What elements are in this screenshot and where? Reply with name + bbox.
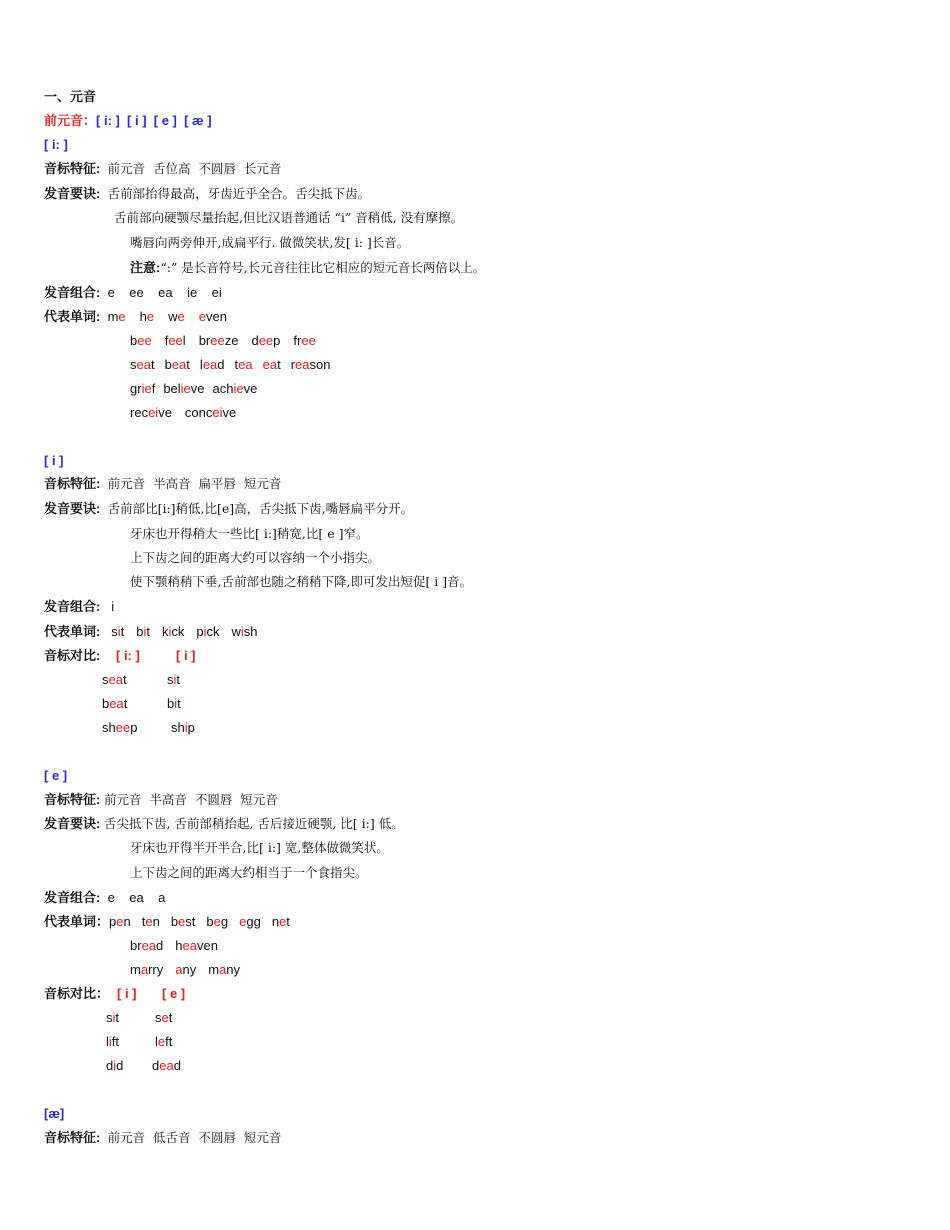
- s1-tip-2: 舌前部向硬颚尽量抬起,但比汉语普通话 “i” 音稍低, 没有摩擦。: [114, 210, 464, 225]
- front-vowels-label: 前元音：: [44, 113, 97, 128]
- word-highlight: ee: [137, 333, 152, 348]
- word-part: ve: [158, 405, 172, 420]
- s2-tip-2: 牙床也开得稍大一些比[ i:]稍宽,比[ e ]窄。: [130, 526, 369, 541]
- word-highlight: ee: [258, 333, 274, 348]
- word-part: br: [130, 938, 142, 953]
- word-highlight: e: [279, 914, 287, 929]
- s1-note-row: [130, 260, 485, 276]
- example-word: [199, 333, 239, 349]
- s2-contrast-a: [ i: ]: [116, 648, 140, 663]
- word-part: l: [106, 1034, 109, 1049]
- s1-tip-3: 嘴唇向两旁伸开,成扁平行. 做微笑状,发[ i: ]长音。: [130, 235, 410, 250]
- example-word: [293, 333, 315, 349]
- example-word: [165, 357, 190, 373]
- s3-tip-1: 舌尖抵下齿, 舌前部稍抬起, 舌后接近硬颚, 比[ i:] 低。: [103, 816, 404, 831]
- word-highlight: e: [178, 914, 186, 929]
- word-part: l: [155, 1034, 158, 1049]
- word-highlight: ea: [159, 1058, 174, 1073]
- example-word: [196, 624, 219, 640]
- word-part: s: [155, 1010, 162, 1025]
- word-highlight: a: [175, 962, 183, 977]
- words-label: 代表单词:: [44, 309, 101, 324]
- word-part: d: [116, 1058, 124, 1073]
- word-part: t: [123, 696, 128, 711]
- s1-combos: e ee ea ie ei: [107, 285, 222, 300]
- word-part: p: [187, 720, 195, 735]
- example-word: [185, 405, 236, 421]
- word-part: conc: [184, 405, 213, 420]
- features-label: 音标特征:: [44, 1130, 101, 1145]
- word-highlight: ie: [233, 381, 244, 396]
- word-highlight: i: [113, 1058, 117, 1073]
- word-row: [108, 309, 227, 324]
- example-word: [167, 672, 180, 688]
- s3-features-row: [44, 792, 278, 808]
- word-part: ven: [196, 938, 218, 953]
- word-part: f: [164, 333, 169, 348]
- word-part: l: [199, 357, 203, 372]
- word-part: t: [176, 672, 181, 687]
- s2-contrast-row: [44, 648, 100, 664]
- word-row: [130, 357, 330, 373]
- word-part: b: [206, 914, 214, 929]
- word-highlight: a: [140, 962, 149, 977]
- section-heading: 一、元音: [44, 89, 97, 104]
- word-part: sh: [243, 624, 258, 639]
- words-label: 代表单词：: [44, 914, 110, 929]
- word-part: t: [177, 696, 181, 711]
- example-word: [199, 309, 227, 325]
- s2-words-row: [44, 624, 257, 640]
- word-part: t: [277, 357, 281, 372]
- example-word: [171, 720, 195, 736]
- word-highlight: ee: [210, 333, 225, 348]
- example-word: [130, 405, 172, 421]
- word-highlight: ea: [202, 357, 218, 372]
- word-part: son: [309, 357, 331, 372]
- word-part: t: [120, 624, 125, 639]
- word-highlight: i: [184, 720, 188, 735]
- tips-label: 发音要诀:: [44, 186, 101, 201]
- example-word: [162, 624, 184, 640]
- word-part: m: [107, 309, 119, 324]
- word-part: p: [273, 333, 281, 348]
- s3-contrast-row: [44, 986, 109, 1002]
- symbol-ae: [æ]: [44, 1106, 65, 1121]
- contrast-label: 音标对比:: [44, 648, 101, 663]
- word-part: n: [152, 914, 160, 929]
- s3-combos-row: [44, 890, 165, 906]
- s2-combos: i: [111, 599, 115, 614]
- word-row: [111, 624, 257, 639]
- example-word: [200, 357, 225, 373]
- word-part: rry: [148, 962, 164, 977]
- example-word: [213, 381, 258, 397]
- word-highlight: e: [177, 309, 185, 324]
- word-highlight: ea: [238, 357, 253, 372]
- word-highlight: e: [213, 914, 221, 929]
- s1-tip-1: 舌前部抬得最高，牙齿近乎全合。舌尖抵下齿。: [107, 186, 371, 201]
- word-part: rec: [130, 405, 149, 420]
- features-label: 音标特征:: [44, 476, 101, 491]
- note-label: 注意:: [130, 260, 161, 275]
- s3-features: 前元音 半高音 不圆唇 短元音: [103, 792, 278, 807]
- word-part: d: [217, 357, 225, 372]
- example-word: [130, 381, 155, 397]
- word-part: b: [167, 696, 175, 711]
- example-word: [140, 309, 154, 325]
- combos-label: 发音组合:: [44, 890, 101, 905]
- s4-features-row: [44, 1130, 281, 1146]
- word-highlight: e: [116, 914, 124, 929]
- word-highlight: ea: [109, 696, 124, 711]
- word-part: t: [122, 672, 127, 687]
- combos-label: 发音组合:: [44, 599, 101, 614]
- example-word: [231, 624, 257, 640]
- example-word: [152, 1058, 181, 1074]
- word-part: r: [290, 357, 296, 372]
- word-part: t: [168, 1010, 173, 1025]
- word-part: sh: [102, 720, 116, 735]
- word-part: gg: [246, 914, 261, 929]
- word-part: ve: [243, 381, 258, 396]
- word-part: d: [156, 938, 164, 953]
- word-part: ny: [182, 962, 197, 977]
- s3-combos: e ea a: [107, 890, 166, 905]
- example-word: [235, 357, 253, 373]
- s2-contrast-b: [ i ]: [176, 648, 196, 663]
- s1-words-row: [44, 309, 227, 325]
- word-part: ck: [206, 624, 220, 639]
- word-highlight: ea: [141, 938, 157, 953]
- example-word: [130, 333, 152, 349]
- word-part: p: [130, 720, 138, 735]
- example-word: [171, 914, 196, 930]
- word-part: ach: [212, 381, 234, 396]
- word-highlight: i: [108, 1034, 112, 1049]
- word-part: l: [182, 333, 186, 348]
- example-word: [155, 1034, 172, 1050]
- tips-label: 发音要诀:: [44, 501, 101, 516]
- word-highlight: i: [117, 624, 121, 639]
- word-part: ny: [226, 962, 241, 977]
- word-part: s: [106, 1010, 113, 1025]
- word-part: t: [115, 1010, 120, 1025]
- s1-combos-row: [44, 285, 222, 301]
- example-word: [102, 672, 127, 688]
- word-highlight: ei: [212, 405, 223, 420]
- s3-words-row: [44, 914, 290, 930]
- example-word: [106, 1010, 119, 1026]
- word-row: [109, 914, 290, 929]
- combos-label: 发音组合:: [44, 285, 101, 300]
- word-part: d: [106, 1058, 114, 1073]
- word-highlight: ea: [295, 357, 310, 372]
- word-highlight: e: [146, 309, 155, 324]
- s2-tips-row: [44, 501, 413, 517]
- word-part: k: [161, 624, 169, 639]
- symbol-i-short: [ i ]: [44, 453, 64, 468]
- example-word: [106, 1058, 123, 1074]
- example-word: [168, 309, 185, 325]
- example-word: [108, 309, 126, 325]
- tips-label: 发音要诀:: [44, 816, 101, 831]
- word-part: bel: [163, 381, 181, 396]
- word-part: ve: [190, 381, 205, 396]
- word-row: [130, 962, 240, 978]
- word-highlight: i: [168, 624, 172, 639]
- example-word: [130, 357, 155, 373]
- s1-note: “:” 是长音符号,长元音往往比它相应的短元音长两倍以上。: [160, 260, 486, 275]
- word-highlight: ea: [108, 672, 123, 687]
- word-highlight: e: [198, 309, 206, 324]
- word-part: ven: [205, 309, 227, 324]
- example-word: [102, 720, 137, 736]
- example-word: [272, 914, 290, 930]
- example-word: [106, 1034, 119, 1050]
- example-word: [165, 333, 186, 349]
- word-part: d: [173, 1058, 181, 1073]
- word-highlight: i: [240, 624, 244, 639]
- word-highlight: ea: [136, 357, 151, 372]
- word-part: p: [109, 914, 117, 929]
- word-part: h: [175, 938, 183, 953]
- word-part: b: [170, 914, 179, 929]
- word-part: h: [139, 309, 147, 324]
- word-highlight: e: [157, 1034, 166, 1049]
- word-part: b: [102, 696, 110, 711]
- words-label: 代表单词:: [44, 624, 101, 639]
- word-part: s: [130, 357, 137, 372]
- word-highlight: ea: [262, 357, 278, 372]
- word-part: ve: [222, 405, 237, 420]
- word-part: f: [151, 381, 156, 396]
- word-highlight: e: [239, 914, 247, 929]
- word-highlight: i: [173, 672, 177, 687]
- word-highlight: ea: [182, 938, 197, 953]
- example-word: [239, 914, 261, 930]
- word-part: t: [150, 357, 155, 372]
- word-highlight: ie: [141, 381, 152, 396]
- word-part: t: [286, 914, 290, 929]
- s3-tips-row: [44, 816, 404, 832]
- s2-tip-4: 使下颚稍稍下垂,舌前部也随之稍稍下降,即可发出短促[ i ]音。: [130, 574, 473, 589]
- word-part: gr: [130, 381, 142, 396]
- s3-contrast-a: [ i ]: [117, 986, 137, 1001]
- word-highlight: ei: [148, 405, 159, 420]
- word-part: p: [196, 624, 204, 639]
- s4-features: 前元音 低舌音 不圆唇 短元音: [107, 1130, 282, 1145]
- word-part: d: [152, 1058, 160, 1073]
- front-vowels-symbols: [ i: ] [ i ] [ e ] [ æ ]: [96, 113, 212, 128]
- s3-tip-2: 牙床也开得半开半合,比[ i:] 宽,整体做微笑状。: [130, 840, 389, 855]
- example-word: [263, 357, 281, 373]
- word-part: b: [130, 333, 138, 348]
- word-part: t: [146, 624, 150, 639]
- contrast-label: 音标对比：: [44, 986, 110, 1001]
- example-word: [291, 357, 331, 373]
- word-highlight: e: [145, 914, 153, 929]
- word-part: n: [123, 914, 131, 929]
- word-part: w: [231, 624, 241, 639]
- example-word: [155, 1010, 172, 1026]
- example-word: [175, 938, 218, 954]
- word-highlight: ee: [115, 720, 131, 735]
- symbol-i-long: [ i: ]: [44, 137, 68, 152]
- word-part: b: [136, 624, 144, 639]
- word-row: [130, 938, 218, 954]
- example-word: [111, 624, 124, 640]
- word-highlight: i: [174, 696, 178, 711]
- s2-tip-1: 舌前部比[i:]稍低,比[e]高，舌尖抵下齿,嘴唇扁平分开。: [107, 501, 414, 516]
- front-vowels-title: [44, 113, 212, 129]
- word-part: t: [186, 357, 190, 372]
- word-part: s: [167, 672, 174, 687]
- word-highlight: e: [161, 1010, 169, 1025]
- word-part: br: [198, 333, 211, 348]
- s1-tips-row: [44, 186, 370, 202]
- word-part: n: [271, 914, 280, 929]
- example-word: [136, 624, 150, 640]
- word-highlight: a: [219, 962, 227, 977]
- example-word: [130, 938, 163, 954]
- word-row: [130, 405, 236, 421]
- example-word: [142, 914, 160, 930]
- example-word: [163, 381, 204, 397]
- example-word: [102, 696, 127, 712]
- word-highlight: ee: [168, 333, 183, 348]
- s3-contrast-b: [ e ]: [162, 986, 186, 1001]
- word-part: fr: [293, 333, 302, 348]
- word-row: [130, 381, 257, 397]
- word-highlight: i: [203, 624, 207, 639]
- word-highlight: i: [143, 624, 147, 639]
- word-part: ft: [165, 1034, 173, 1049]
- word-part: sh: [171, 720, 185, 735]
- s1-features: 前元音 舌位高 不圆唇 长元音: [107, 161, 282, 176]
- word-part: ft: [111, 1034, 120, 1049]
- word-part: m: [130, 962, 141, 977]
- word-part: t: [234, 357, 239, 372]
- word-highlight: ee: [301, 333, 316, 348]
- example-word: [251, 333, 280, 349]
- word-part: st: [185, 914, 196, 929]
- word-part: b: [164, 357, 172, 372]
- word-highlight: i: [112, 1010, 116, 1025]
- example-word: [206, 914, 228, 930]
- word-highlight: ie: [180, 381, 191, 396]
- s2-combos-row: [44, 599, 114, 615]
- example-word: [130, 962, 163, 978]
- s2-tip-3: 上下齿之间的距离大约可以容纳一个小指尖。: [130, 550, 381, 565]
- s1-features-row: [44, 161, 281, 177]
- word-part: t: [141, 914, 146, 929]
- word-part: ck: [171, 624, 185, 639]
- word-highlight: e: [118, 309, 126, 324]
- word-row: [130, 333, 316, 349]
- word-part: g: [220, 914, 229, 929]
- symbol-e: [ e ]: [44, 768, 68, 783]
- features-label: 音标特征:: [44, 792, 101, 807]
- s2-features: 前元音 半高音 扁平唇 短元音: [107, 476, 282, 491]
- example-word: [175, 962, 196, 978]
- word-part: m: [208, 962, 220, 977]
- word-part: ze: [224, 333, 239, 348]
- example-word: [109, 914, 131, 930]
- s2-features-row: [44, 476, 281, 492]
- word-part: w: [168, 309, 178, 324]
- features-label: 音标特征:: [44, 161, 101, 176]
- word-part: s: [111, 624, 118, 639]
- word-part: d: [251, 333, 259, 348]
- s3-tip-3: 上下齿之间的距离大约相当于一个食指尖。: [130, 865, 368, 880]
- word-highlight: ea: [171, 357, 187, 372]
- word-part: s: [102, 672, 109, 687]
- example-word: [167, 696, 181, 712]
- example-word: [208, 962, 240, 978]
